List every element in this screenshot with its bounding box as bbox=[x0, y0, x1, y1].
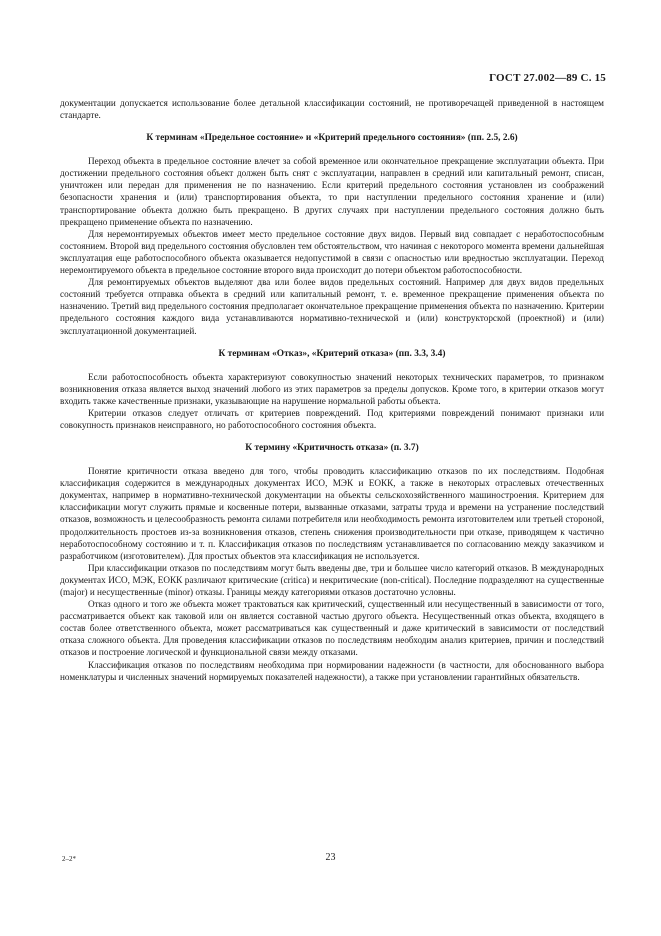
section-heading-limit-state: К терминам «Предельное состояние» и «Критерий предельного состояния» (пп. 2.5, 2.6) bbox=[146, 133, 518, 144]
paragraph: Классификация отказов по последствиям необходима при нормировании надежности (в частности, для обоснованного выбора номенклатуры и численных значений нормируемых показателей надежности), а также при установлении гарантийных обязательств. bbox=[60, 659, 604, 682]
page-number: 23 bbox=[325, 852, 336, 863]
intro-paragraph: документации допускается использование более детальной классификации состояний, не противоречащей приведенной в настоящем стандарте. bbox=[60, 98, 604, 121]
page-header: ГОСТ 27.002—89 С. 15 bbox=[489, 72, 606, 84]
section-heading-failure-criticality: К термину «Критичность отказа» (п. 3.7) bbox=[245, 443, 419, 454]
paragraph: Критерии отказов следует отличать от критериев повреждений. Под критериями повреждений понимают признаки или совокупность признаков неисправного, но работоспособного состояния объекта. bbox=[60, 407, 604, 430]
print-code: 2–2* bbox=[62, 855, 76, 863]
section-heading-failure: К терминам «Отказ», «Критерий отказа» (пп. 3.3, 3.4) bbox=[218, 348, 446, 359]
document-body bbox=[60, 97, 604, 683]
paragraph: Для неремонтируемых объектов имеет место предельное состояние двух видов. Первый вид совпадает с неработоспособным состоянием. Второй вид предельного состояния обусловлен тем обстоятельством, что начиная с некоторого момента времени дальнейшая эксплуатация еще работоспособного объекта оказывается недопустимой в связи с опасностью или вредностью эксплуатации. Переход неремонтируемого объекта в предельное состояние второго вида происходит до потери объектом работоспособности. bbox=[60, 228, 604, 276]
paragraph: Понятие критичности отказа введено для того, чтобы проводить классификацию отказов по их последствиям. Подобная классификация содержится в международных документах ИСО, МЭК и ЕОКК, а также в некоторых отраслевых отечественных документах, например в нормативно-технической документации на объекты сельскохозяйственного машиностроения. Критерием для классификации могут служить прямые и косвенные потери, вызванные отказами, затраты труда и времени на устранение последствий отказов, возможность и целесообразность ремонта силами потребителя или необходимость ремонта изготовителем или третьей стороной, продолжительность простоев из-за возникновения отказов, степень снижения производительности при отказе, приводящем к частично неработоспособному состоянию и т. п. Классификация отказов по последствиям устанавливается по согласованию между заказчиком и разработчиком (изготовителем). Для простых объектов эта классификация не используется. bbox=[60, 466, 604, 561]
paragraph: Переход объекта в предельное состояние влечет за собой временное или окончательное прекращение эксплуатации объекта. При достижении предельного состояния объект должен быть снят с эксплуатации, направлен в средний или капитальный ремонт, списан, уничтожен или передан для применения не по назначению. Если критерий предельного состояния установлен из соображений безопасности хранения и (или) транспортирования объекта, то при наступлении предельного состояния хранение и (или) транспортирование объекта должно быть прекращено. В других случаях при наступлении предельного состояния должно быть прекращено применение объекта по назначению. bbox=[60, 156, 604, 227]
paragraph: Отказ одного и того же объекта может трактоваться как критический, существенный или несущественный в зависимости от того, рассматривается объект как таковой или он является составной частью другого объекта. Несущественный отказ объекта, входящего в состав более ответственного объекта, может рассматриваться как существенный и даже критический в зависимости от последствий отказа сложного объекта. Для проведения классификации отказов по последствиям необходим анализ критериев, причин и последствий отказов и построение логической и функциональной связи между отказами. bbox=[60, 599, 604, 658]
paragraph: Если работоспособность объекта характеризуют совокупностью значений некоторых технических параметров, то признаком возникновения отказа является выход значений любого из этих параметров за пределы допусков. Кроме того, в критерии отказов могут входить также качественные признаки, указывающие на нарушение нормальной работы объекта. bbox=[60, 371, 604, 406]
paragraph: Для ремонтируемых объектов выделяют два или более видов предельных состояний. Например для двух видов предельных состояний требуется отправка объекта в средний или капитальный ремонт, т. е. временное прекращение применения объекта по назначению. Третий вид предельного состояния предполагает окончательное прекращение применения объекта по назначению. Критерии предельного состояния каждого вида устанавливаются нормативно-технической и (или) конструкторской (проектной) и (или) эксплуатационной документацией. bbox=[60, 277, 604, 336]
paragraph: При классификации отказов по последствиям могут быть введены две, три и большее число категорий отказов. В международных документах ИСО, МЭК, ЕОКК различают критические (critica) и некритические (non-critical). Последние подразделяют на существенные (major) и несущественные (minor) отказы. Границы между категориями отказов достаточно условны. bbox=[60, 562, 604, 597]
